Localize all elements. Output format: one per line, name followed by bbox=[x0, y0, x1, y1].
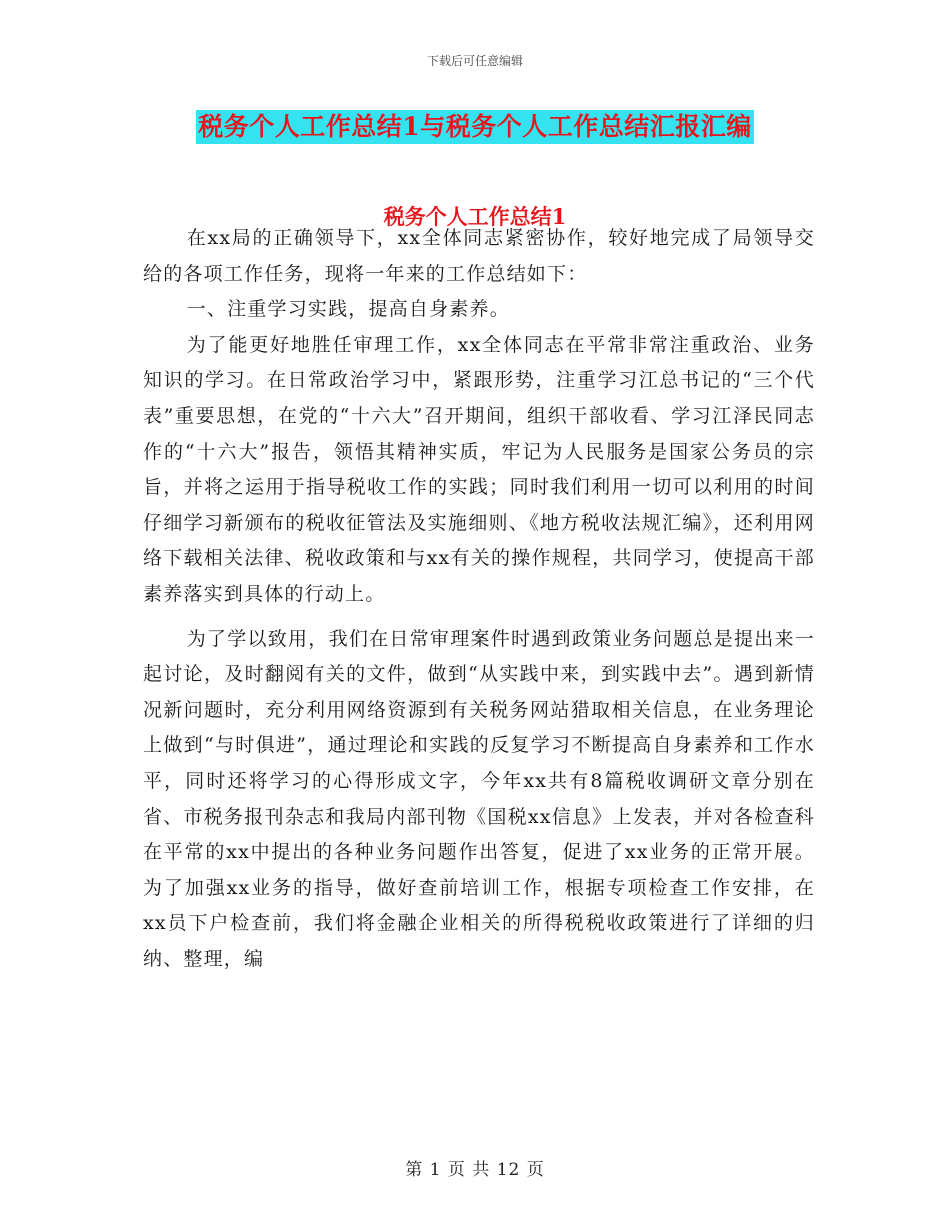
document-title-container bbox=[0, 110, 950, 144]
paragraph-intro: 在xx局的正确领导下，xx全体同志紧密协作，较好地完成了局领导交给的各项工作任务，现将一年来的工作总结如下： bbox=[143, 227, 815, 285]
paragraph-heading-1: 一、注重学习实践，提高自身素养。 bbox=[186, 298, 510, 321]
paragraph-study: 为了能更好地胜任审理工作，xx全体同志在平常非常注重政治、业务知识的学习。在日常政治学习中，紧跟形势，注重学习江总书记的“三个代表”重要思想，在党的“十六大”召开期间，组织干部收看、学习江泽民同志作的“十六大”报告，领悟其精神实质，牢记为人民服务是国家公务员的宗旨，并将之运用于指导税收工作的实践；同时我们利用一切可以利用的时间仔细学习新颁布的税收征管法及实施细则、《地方税收法规汇编》，还利用网络下载相关法律、税收政策和与xx有关的操作规程，共同学习，使提高干部素养落实到具体的行动上。 bbox=[143, 333, 815, 605]
document-title: 税务个人工作总结1与税务个人工作总结汇报汇编 bbox=[196, 110, 753, 144]
document-body bbox=[143, 221, 815, 977]
paragraph-practice: 为了学以致用，我们在日常审理案件时遇到政策业务问题总是提出来一起讨论，及时翻阅有关的文件，做到“从实践中来，到实践中去”。遇到新情况新问题时，充分利用网络资源到有关税务网站猎取相关信息，在业务理论上做到“与时俱进”，通过理论和实践的反复学习不断提高自身素养和工作水平，同时还将学习的心得形成文字，今年xx共有8篇税收调研文章分别在省、市税务报刊杂志和我局内部刊物《国税xx信息》上发表，并对各检查科在平常的xx中提出的各种业务问题作出答复，促进了xx业务的正常开展。为了加强xx业务的指导，做好查前培训工作，根据专项检查工作安排，在xx员下户检查前，我们将金融企业相关的所得税税收政策进行了详细的归纳、整理，编 bbox=[143, 627, 815, 970]
page-footer: 第 1 页 共 12 页 bbox=[405, 1160, 545, 1180]
section-title: 税务个人工作总结1 bbox=[383, 204, 567, 229]
header-note: 下载后可任意编辑 bbox=[426, 54, 523, 68]
